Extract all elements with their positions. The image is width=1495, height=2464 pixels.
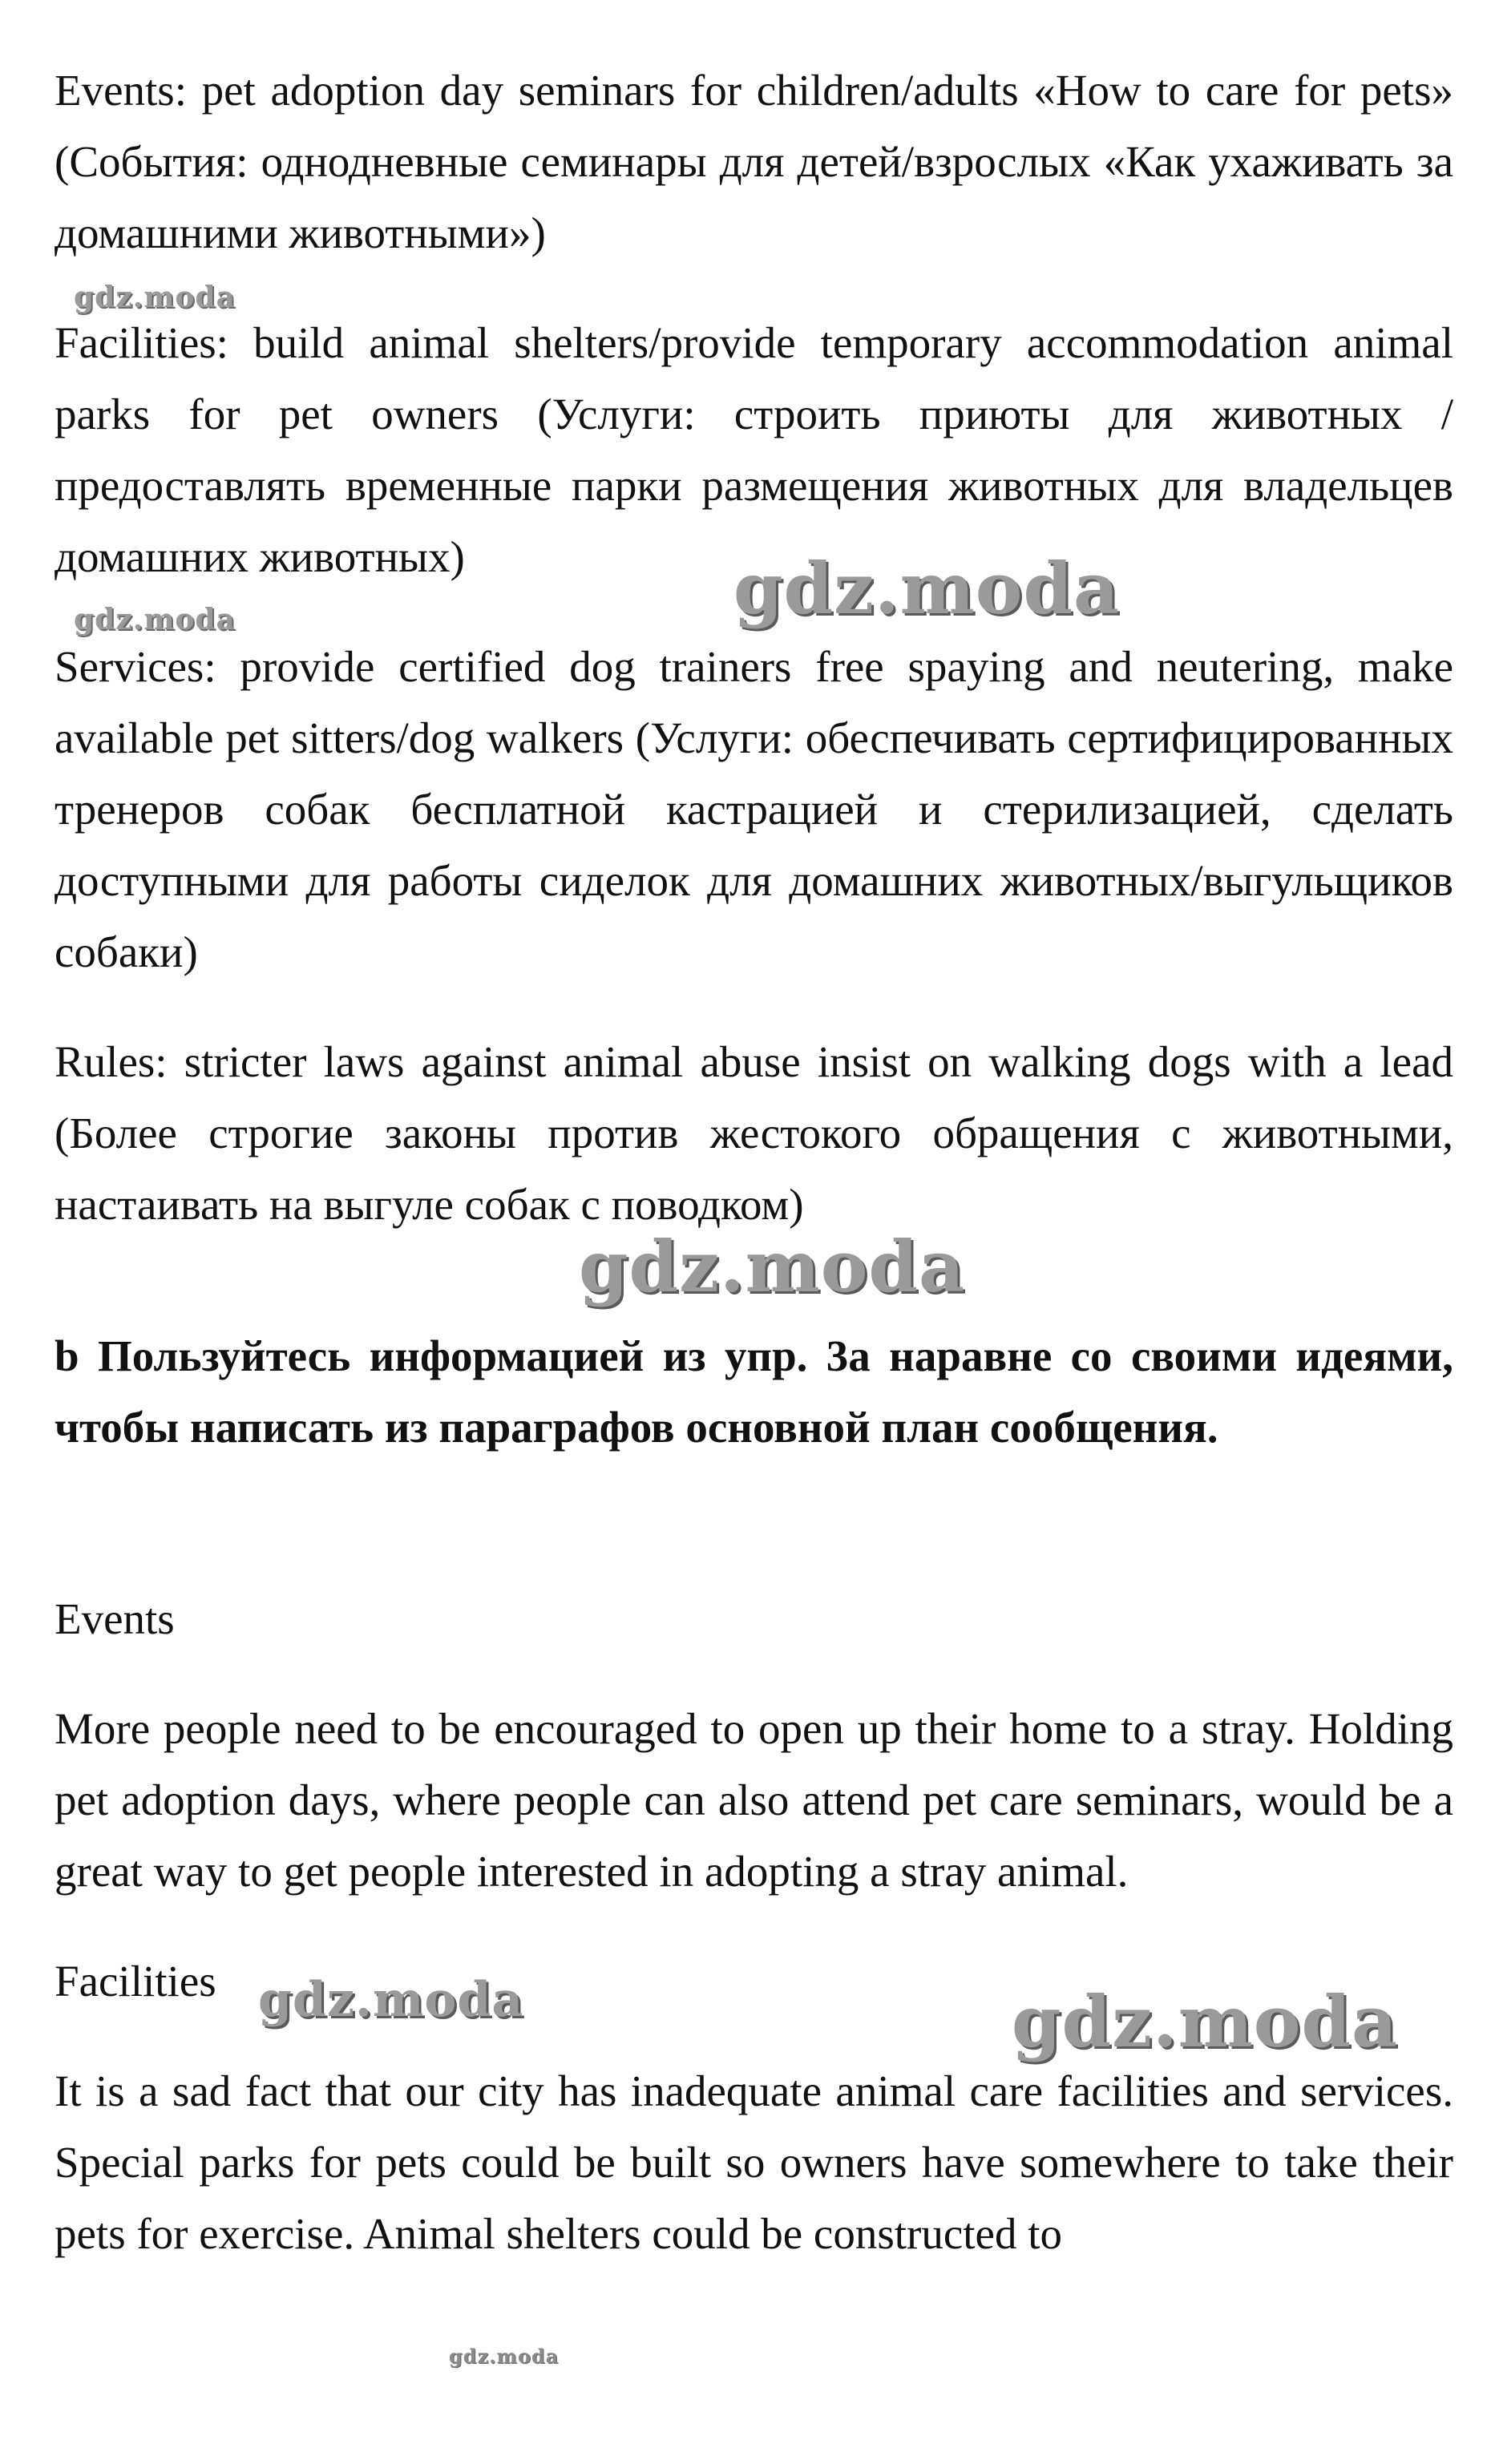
watermark: gdz.moda xyxy=(579,1225,966,1308)
watermark: gdz.moda xyxy=(74,281,236,314)
watermark: gdz.moda xyxy=(258,1972,524,2028)
document-page xyxy=(55,55,1453,2269)
watermark: gdz.moda xyxy=(449,2345,560,2368)
watermark: gdz.moda xyxy=(74,603,236,636)
rules-list-paragraph: Rules: stricter laws against animal abuse insist on walking dogs with a lead (Более строгие законы против жестокого обращения с животными, настаивать на выгуле собак с поводком) xyxy=(55,1037,1453,1229)
facilities-list-paragraph: Facilities: build animal shelters/provide temporary accommodation animal parks for pet owners (Услуги: строить приюты для животных / предоставлять временные парки размещения животных для владельцев домашних животных) xyxy=(55,318,1453,581)
heading-events: Events xyxy=(55,1594,175,1643)
heading-facilities: Facilities xyxy=(55,1957,216,2006)
services-list-paragraph: Services: provide certified dog trainers free spaying and neutering, make available pet sitters/dog walkers (Услуги: обеспечивать сертифицированных тренеров собак бесплатной кастрацией и стерилизацией, сделать доступными для работы сиделок для домашних животных/выгульщиков собаки) xyxy=(55,642,1453,976)
task-b-instruction: b Пользуйтесь информацией из упр. 3а наравне со своими идеями, чтобы написать из параграфов основной план сообщения. xyxy=(55,1331,1453,1452)
events-list-paragraph: Events: pet adoption day seminars for children/adults «How to care for pets» (События: однодневные семинары для детей/взрослых «Как ухаживать за домашними животными») xyxy=(55,66,1453,257)
watermark: gdz.moda xyxy=(733,547,1121,630)
watermark: gdz.moda xyxy=(1012,1980,1399,2063)
events-body-paragraph: More people need to be encouraged to open up their home to a stray. Holding pet adoption days, where people can also attend pet care seminars, would be a great way to get people interested in adopting a stray animal. xyxy=(55,1704,1453,1896)
facilities-body-paragraph: It is a sad fact that our city has inadequate animal care facilities and services. Special parks for pets could be built so owners have somewhere to take their pets for exercise. Animal shelters could be constructed to xyxy=(55,2066,1453,2258)
